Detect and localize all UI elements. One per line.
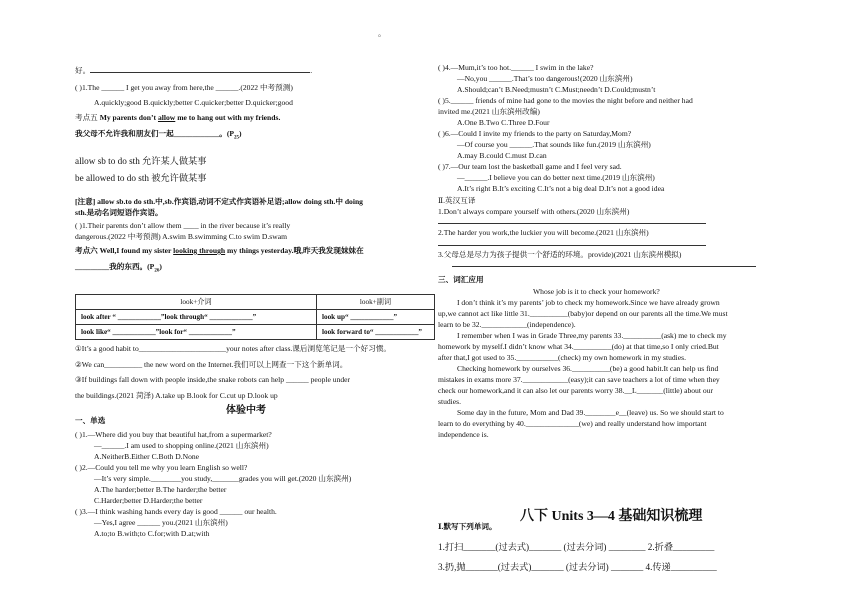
left-line-20: —______.I am used to shopping online.(2021 山东滨州) — [94, 441, 269, 450]
table-head-adv: look+副词 — [317, 295, 435, 310]
right-line-13: Ⅱ.英汉互译 — [438, 196, 476, 205]
right-line-09: A.may B.could C.must D.can — [457, 151, 547, 160]
right-line-24: after that,I got used to 35.___________(check) my own homework in my studies. — [438, 353, 687, 362]
right-line-22: I remember when I was in Grade Three,my parents 33.__________(ask) me to check my — [457, 331, 727, 340]
right-line-02: —No,you ______.That’s too dangerous!(2020 山东滨州) — [457, 74, 633, 83]
right-line-33: 1.打扫_______(过去式)_______ (过去分词) ________ 2.折叠_________ — [438, 542, 715, 552]
unit-title: 八下 Units 3—4 基础知识梳理 — [520, 509, 703, 524]
right-line-21: learn to be 32.____________(independence). — [438, 320, 576, 329]
left-line-08: [注意] allow sb.to do sth.中,sb.作宾语,动词不定式作宾语补足语;allow doing sth.中 doing — [75, 197, 363, 206]
left-line-17: the buildings.(2021 菏泽) A.take up B.look for C.cut up D.look up — [75, 391, 278, 400]
right-line-03: A.Should;can’t B.Need;mustn’t C.Must;needn’t D.Could;mustn’t — [457, 85, 656, 94]
left-line-02: ( )1.The ______ I get you away from here,the ______.(2022 中考预测) — [75, 83, 293, 92]
left-line-26: ( )3.—I think washing hands every day is good ______ our health. — [75, 507, 277, 516]
table-cell: look like“ ____________”look for“ ____________” — [76, 325, 317, 340]
answer-line — [438, 223, 706, 224]
right-line-05: invited me.(2021 山东滨州改编) — [438, 107, 540, 116]
right-line-31: independence is. — [438, 430, 489, 439]
left-line-12: 考点六 Well,I found my sister looking through my things yesterday.哦,昨天我发现妹妹在 — [75, 246, 364, 255]
right-line-30: learn to do everything by 40.______________(we) and really understand how important — [438, 419, 707, 428]
right-line-19: I don’t think it’s my parents’ job to check my homework.Since we have already grown — [457, 298, 720, 307]
right-line-10: ( )7.—Our team lost the basketball game and I feel very sad. — [438, 162, 622, 171]
right-line-01: ( )4.—Mum,it’s too hot.______ I swim in the lake? — [438, 63, 594, 72]
left-line-24: A.The harder;better B.The harder;the better — [94, 485, 227, 494]
right-line-20: up,we cannot act like little 31.__________(baby)or depend on our parents all the time.We must — [438, 309, 728, 318]
right-line-07: ( )6.—Could I invite my friends to the party on Saturday,Mom? — [438, 129, 632, 138]
right-line-16: 3.父母总是尽力为孩子提供一个舒适的环境。provide)(2021 山东滨州模拟) — [438, 250, 682, 259]
right-line-28: studies. — [438, 397, 461, 406]
table-head-prep: look+介词 — [76, 295, 317, 310]
table-cell: look forward to“ ____________” — [317, 325, 435, 340]
look-phrase-table — [75, 294, 435, 340]
right-line-23: homework by myself.I didn’t know what 34.__________(do) at that time,so I only cried.But — [438, 342, 719, 351]
right-line-12: A.It’s right B.It’s exciting C.It’s not a big deal D.It’s not a good idea — [457, 184, 665, 193]
right-line-14: 1.Don’t always compare yourself with others.(2020 山东滨州) — [438, 207, 630, 216]
left-line-14: ①It’s a good habit to_______________________your notes after class.课后浏览笔记是一个好习惯。 — [75, 344, 392, 353]
left-line-23: —It’s very simple.________you study,_______grades you will get.(2020 山东滨州) — [94, 474, 352, 483]
right-line-29: Some day in the future, Mom and Dad 39.________e__(leave) us. So we should start to — [457, 408, 724, 417]
left-line-19: ( )1.—Where did you buy that beautiful hat,from a supermarket? — [75, 430, 272, 439]
left-line-07: be allowed to do sth 被允许做某事 — [75, 173, 207, 183]
right-line-17: 三、词汇应用 — [438, 275, 484, 284]
header-mark: 。 — [378, 29, 386, 38]
table-cell: look up“ ____________” — [317, 310, 435, 325]
left-line-25: C.Harder;better D.Harder;the better — [94, 496, 203, 505]
right-line-34: 3.扔,抛_______(过去式)_______ (过去分词) _______ 4.传递__________ — [438, 562, 717, 572]
left-line-11: dangerous.(2022 中考预测) A.swim B.swimming C.to swim D.swam — [75, 232, 287, 241]
right-line-11: —______.I believe you can do better next time.(2019 山东滨州) — [457, 173, 655, 182]
left-line-28: A.to;to B.with;to C.for;with D.at;with — [94, 529, 210, 538]
right-line-32: Ⅰ.默写下列单词。 — [438, 522, 497, 531]
left-line-18: 一、单选 — [75, 416, 106, 425]
table-cell: look after “ ____________”look through“ ____________” — [76, 310, 317, 325]
left-line-06: allow sb to do sth 允许某人做某事 — [75, 156, 207, 166]
answer-line — [452, 266, 756, 267]
right-line-15: 2.The harder you work,the luckier you will become.(2021 山东滨州) — [438, 228, 649, 237]
right-line-04: ( )5.______ friends of mine had gone to the movies the night before and neither had — [438, 96, 693, 105]
right-line-18: Whose job is it to check your homework? — [533, 287, 660, 296]
left-line-01: 好。 . — [75, 66, 313, 75]
left-line-04: 考点五 My parents don’t allow me to hang out with my friends. — [75, 113, 281, 122]
left-line-05: 我父母不允许我和朋友们一起____________。$(P_{25})$ — [75, 129, 242, 141]
section-title: 体验中考 — [226, 405, 266, 416]
left-line-16: ③If buildings fall down with people inside,the snake robots can help ______ people under — [75, 375, 351, 384]
right-line-25: Checking homework by ourselves 36.__________(be) a good habit.It can help us find — [457, 364, 719, 373]
right-line-26: mistakes in exams more 37.____________(easy);it can save teachers a lot of time when they — [438, 375, 720, 384]
left-line-09: sth.是动名词短语作宾语。 — [75, 208, 163, 217]
left-line-10: ( )1.Their parents don’t allow them ____ in the river because it’s really — [75, 221, 291, 230]
right-line-27: check our homework,and it can also let our parents worry 38.__L_______(little) about our — [438, 386, 713, 395]
right-line-06: A.One B.Two C.Three D.Four — [457, 118, 550, 127]
left-line-03: A.quickly;good B.quickly;better C.quicker;better D.quicker;good — [94, 98, 293, 107]
left-line-13: _________我的东西。$(P_{26})$ — [75, 262, 162, 274]
answer-line — [438, 245, 706, 246]
right-line-08: —Of course you ______.That sounds like fun.(2019 山东滨州) — [457, 140, 651, 149]
left-line-15: ②We can__________ the new word on the Internet.我们可以上网查一下这个新单词。 — [75, 360, 348, 369]
left-line-21: A.NeitherB.Either C.Both D.None — [94, 452, 200, 461]
left-line-27: —Yes,I agree ______ you.(2021 山东滨州) — [94, 518, 228, 527]
left-line-22: ( )2.—Could you tell me why you learn English so well? — [75, 463, 248, 472]
